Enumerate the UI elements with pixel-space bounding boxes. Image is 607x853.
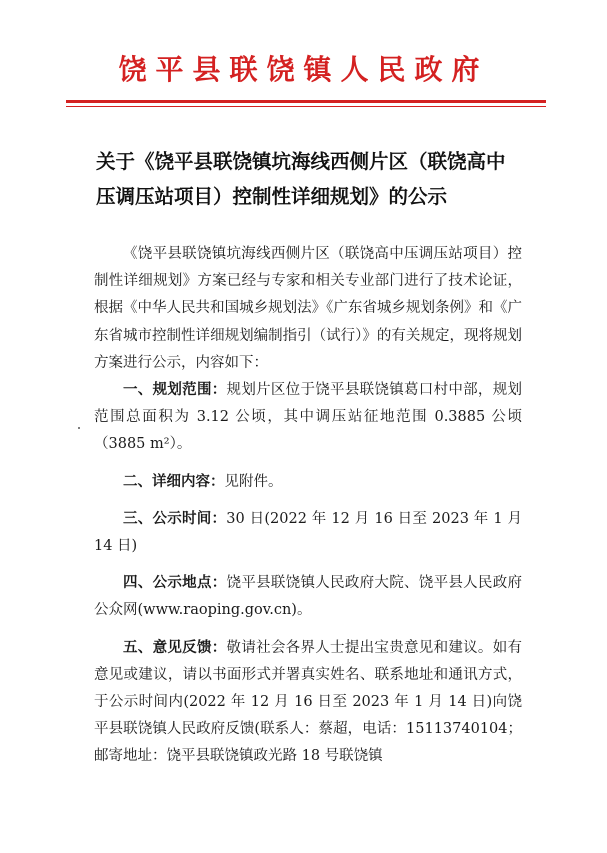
section-location-heading: 四、公示地点： [123, 575, 227, 592]
section-period-heading: 三、公示时间： [123, 510, 227, 527]
section-period [94, 506, 522, 560]
scan-speck [78, 427, 80, 429]
section-location-text: 饶平县联饶镇人民政府大院、饶平县人民政府公众网(www.raoping.gov.cn)。 [94, 575, 523, 619]
section-content-text: 见附件。 [224, 473, 283, 490]
section-scope [94, 377, 522, 459]
masthead-title: 饶平县联饶镇人民政府 [118, 53, 489, 86]
section-feedback-text: 敬请社会各界人士提出宝贵意见和建议。如有意见或建议，请以书面形式并署真实姓名、联系地址和通讯方式，于公示时间内(2022 年 12 月 16 日至 2023 年 1 月 14 日)向饶平县联饶镇人民政府反馈(联系人：蔡超，电话：15113740104；邮寄地址：饶平县联饶镇政光路 18 号联饶镇 [94, 639, 523, 765]
masthead-rule-thin [66, 106, 546, 107]
section-feedback [94, 635, 522, 771]
section-period-text: 30 日(2022 年 12 月 16 日至 2023 年 1 月 14 日) [94, 510, 523, 555]
section-content [94, 469, 522, 496]
section-content-heading: 二、详细内容： [123, 473, 225, 490]
section-feedback-heading: 五、意见反馈： [123, 639, 227, 656]
section-scope-text: 规划片区位于饶平县联饶镇葛口村中部，规划范围总面积为 3.12 公顷，其中调压站征地范围 0.3885 公顷（3885 m²）。 [94, 382, 523, 453]
title-line-1: 关于《饶平县联饶镇坑海线西侧片区（联饶高中 [96, 150, 506, 173]
section-location [94, 570, 522, 624]
document-body [94, 241, 522, 771]
document-title [96, 144, 536, 214]
title-line-2: 压调压站项目）控制性详细规划》的公示 [96, 185, 448, 208]
section-scope-heading: 一、规划范围： [123, 382, 227, 399]
masthead-rule-thick [66, 100, 546, 103]
intro-paragraph: 《饶平县联饶镇坑海线西侧片区（联饶高中压调压站项目）控制性详细规划》方案已经与专家和相关专业部门进行了技术论证，根据《中华人民共和国城乡规划法》《广东省城乡规划条例》和《广东省城市控制性详细规划编制指引（试行）》的有关规定，现将规划方案进行公示，内容如下： [94, 246, 522, 371]
